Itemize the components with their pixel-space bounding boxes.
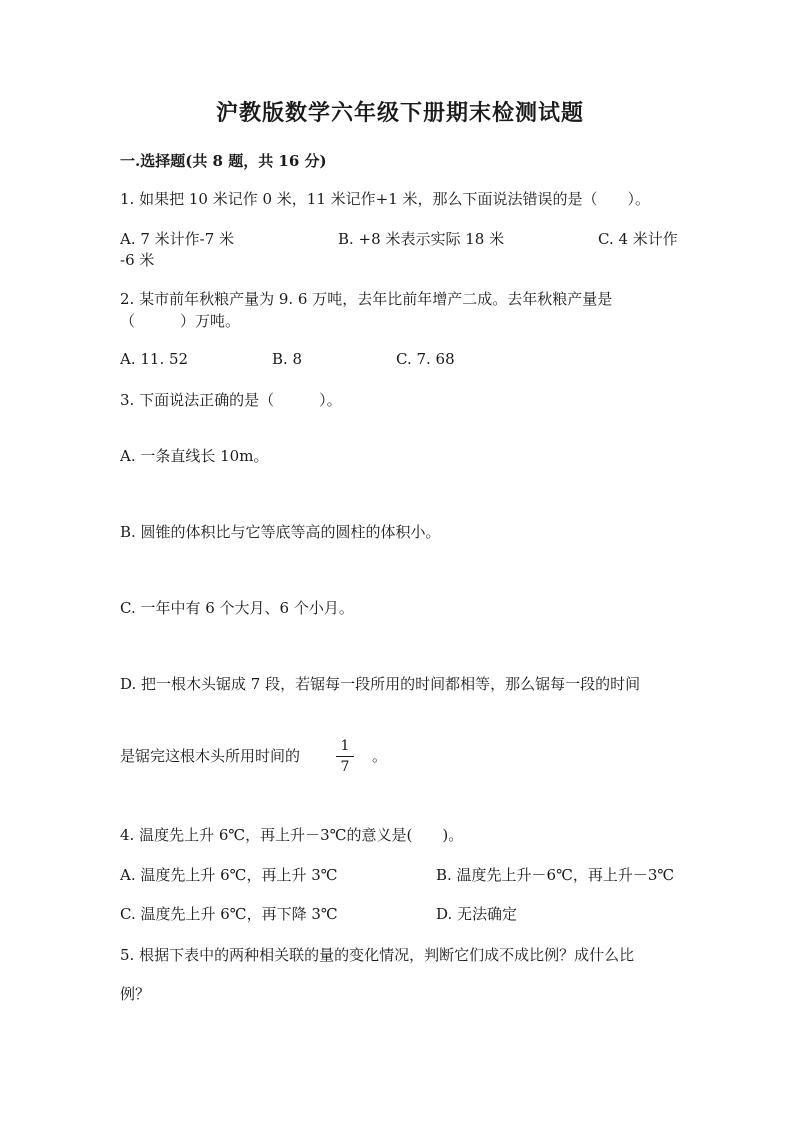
q3-option-d: D. 把一根木头锯成 7 段，若锯每一段所用的时间都相等，那么锯每一段的时间 <box>120 675 641 693</box>
fraction-one-seventh <box>336 738 354 775</box>
q2-stem: 2. 某市前年秋粮产量为 9. 6 万吨，去年比前年增产二成。去年秋粮产量是 <box>120 290 613 308</box>
q2-stem-continued: （ ）万吨。 <box>120 312 241 330</box>
q3-stem: 3. 下面说法正确的是（ ）。 <box>120 391 342 409</box>
q4-option-c: C. 温度先上升 6℃，再下降 3℃ <box>120 905 338 923</box>
fraction-bar <box>336 756 354 757</box>
q3-option-a: A. 一条直线长 10m。 <box>120 447 269 465</box>
q1-option-c-continued: -6 米 <box>120 251 155 269</box>
q4-option-b: B. 温度先上升－6℃，再上升－3℃ <box>436 866 675 884</box>
fraction-numerator: 1 <box>340 738 350 754</box>
q4-option-d: D. 无法确定 <box>436 905 518 923</box>
q1-stem: 1. 如果把 10 米记作 0 米，11 米记作+1 米，那么下面说法错误的是（ ）。 <box>120 190 651 208</box>
q1-option-b: B. +8 米表示实际 18 米 <box>338 230 505 248</box>
q5-stem-continued: 例？ <box>120 985 151 1003</box>
fraction-denominator: 7 <box>340 759 350 775</box>
q3-option-c: C. 一年中有 6 个大月、6 个小月。 <box>120 599 354 617</box>
q3-option-d-end: 。 <box>372 747 388 765</box>
q2-option-b: B. 8 <box>272 350 303 368</box>
q4-option-a: A. 温度先上升 6℃，再上升 3℃ <box>120 866 338 884</box>
section-heading: 一.选择题(共 8 题，共 16 分) <box>120 152 327 170</box>
q4-stem: 4. 温度先上升 6℃，再上升－3℃的意义是( )。 <box>120 826 464 844</box>
q2-option-a: A. 11. 52 <box>120 350 189 368</box>
q3-option-b: B. 圆锥的体积比与它等底等高的圆柱的体积小。 <box>120 523 441 541</box>
q3-option-d-continued: 是锯完这根木头所用时间的 <box>120 747 301 765</box>
page-title: 沪教版数学六年级下册期末检测试题 <box>215 100 584 126</box>
q2-option-c: C. 7. 68 <box>396 350 455 368</box>
q5-stem: 5. 根据下表中的两种相关联的量的变化情况，判断它们成不成比例？成什么比 <box>120 946 635 964</box>
q1-option-c: C. 4 米计作 <box>598 230 678 248</box>
q1-option-a: A. 7 米计作-7 米 <box>120 230 235 248</box>
